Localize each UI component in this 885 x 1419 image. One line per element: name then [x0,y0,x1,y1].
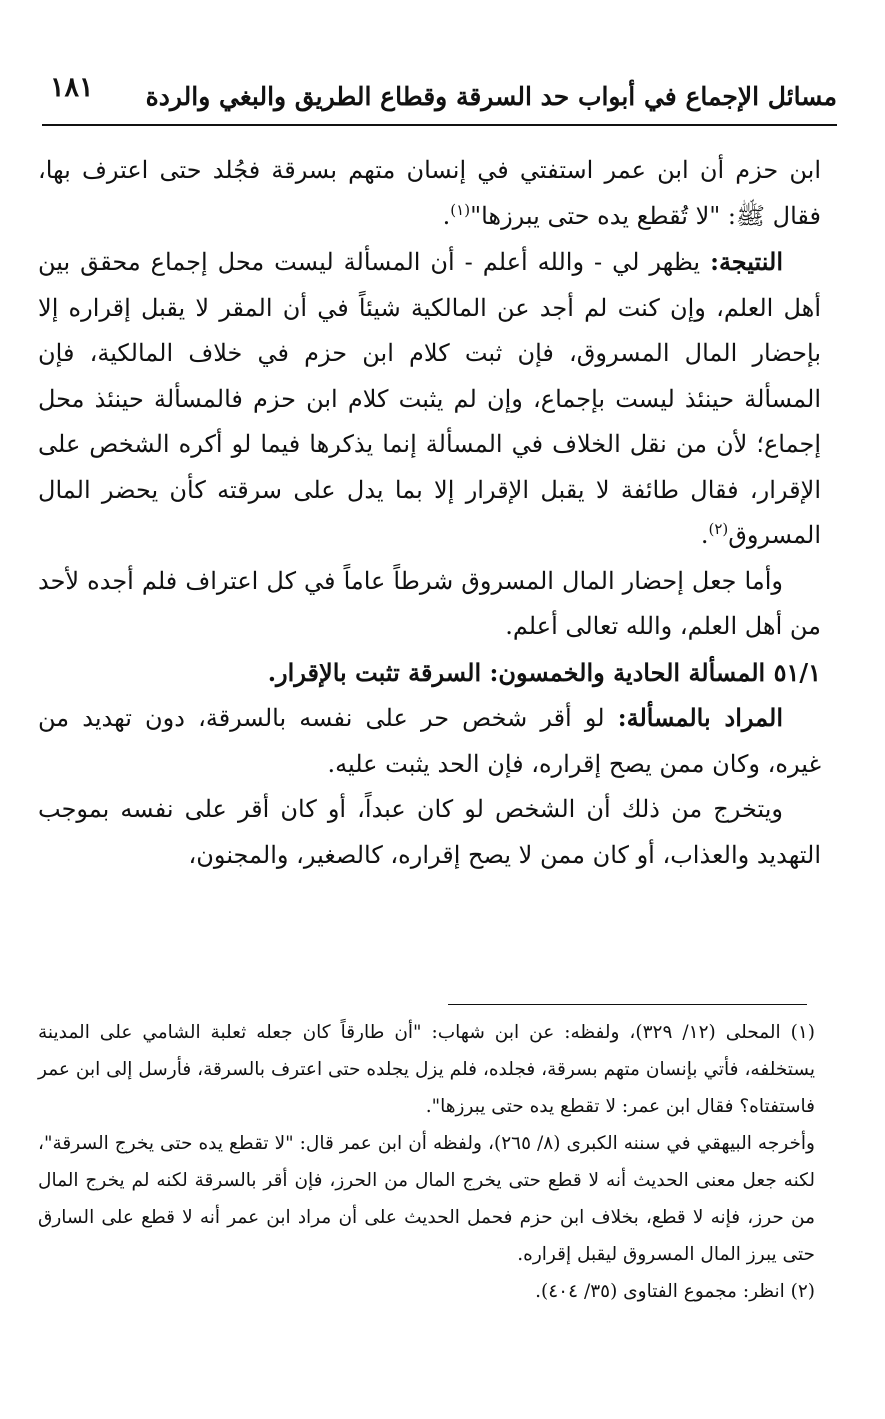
paragraph-1 [38,148,821,239]
paragraph-3: وأما جعل إحضار المال المسروق شرطاً عاماً في كل اعتراف فلم أجده لأحد من أهل العلم، والله تعالى أعلم. [38,566,821,640]
footnote-ref-2: (٢) [708,520,729,538]
conclusion-text: يظهر لي - والله أعلم - أن المسألة ليست محل إجماع محقق بين أهل العلم، وإن كنت لم أجد عن المالكية شيئاً في أن المقر لا يقبل إقراره إلا بإحضار المال المسروق، فإن ثبت كلام ابن حزم في خلاف المالكية، فإن المسألة حينئذ ليست بإجماع، وإن لم يثبت كلام ابن حزم فالمسألة حينئذ محل إجماع؛ لأن من نقل الخلاف في المسألة إنما يذكرها فيما لو أكره الشخص على الإقرار، فقال طائفة لا يقبل الإقرار إلا بما يدل على سرقته كأن يحضر المال المسروق [38,248,821,549]
footnote-2-number: (٢) [790,1281,815,1302]
footnotes [38,1014,815,1310]
footnote-separator [448,1004,807,1005]
header-rule [42,124,837,126]
page-number: ١٨١ [50,72,94,103]
definition-text: لو أقر شخص حر على نفسه بالسرقة، دون تهديد من غيره، وكان ممن يصح إقراره، فإن الحد يثبت عليه. [38,704,821,778]
running-header [50,70,837,120]
section-heading: ٥١/١ المسألة الحادية والخمسون: السرقة تثبت بالإقرار. [267,657,821,687]
paragraph-conclusion [38,239,821,559]
paragraph-1-text: ابن حزم أن ابن عمر استفتي في إنسان متهم بسرقة فجُلد حتى اعترف بها، فقال ﷺ: "لا تُقطع يده حتى يبرزها" [38,156,821,230]
footnote-2-text: انظر: مجموع الفتاوى (٣٥/ ٤٠٤). [535,1281,791,1302]
conclusion-label: النتيجة: [710,247,784,276]
conclusion-end: . [700,521,709,549]
footnote-1-continued: وأخرجه البيهقي في سننه الكبرى (٨/ ٢٦٥)، ولفظه أن ابن عمر قال: "لا تقطع يده حتى يخرج السرقة"، لكنه جعل معنى الحديث أنه لا قطع حتى يخرج المال من الحرز، فإن أقر بالسرقة لكنه لم يخرج المال من حرز، فإنه لا قطع، بخلاف ابن حزم فحمل الحديث على أن مراد ابن عمر أنه لا قطع على السارق حتى يبرز المال المسروق ليقبل إقراره. [38,1133,816,1265]
footnote-1 [38,1014,815,1125]
definition-label: المراد بالمسألة: [617,703,783,732]
running-title: مسائل الإجماع في أبواب حد السرقة وقطاع الطريق والبغي والردة [145,82,837,111]
paragraph-definition [38,695,821,787]
footnote-1-number: (١) [790,1022,815,1043]
footnote-2 [38,1273,815,1310]
paragraph-1-end: . [442,201,451,230]
main-text [38,148,821,878]
paragraph-5: ويتخرج من ذلك أن الشخص لو كان عبداً، أو كان أقر على نفسه بموجب التهديد والعذاب، أو كان ممن لا يصح إقراره، كالصغير، والمجنون، [38,795,821,869]
footnote-1-text: المحلى (١٢/ ٣٢٩)، ولفظه: عن ابن شهاب: "أن طارقاً كان جعله ثعلبة الشامي على المدينة يستخلفه، فأتي بإنسان متهم بسرقة، فجلده، فلم يزل يجلده حتى اعترف بالسرقة، فأرسل إلى ابن عمر فاستفتاه؟ فقال ابن عمر: لا تقطع يده حتى يبرزها". [38,1022,815,1117]
footnote-ref-1: (١) [450,200,471,219]
